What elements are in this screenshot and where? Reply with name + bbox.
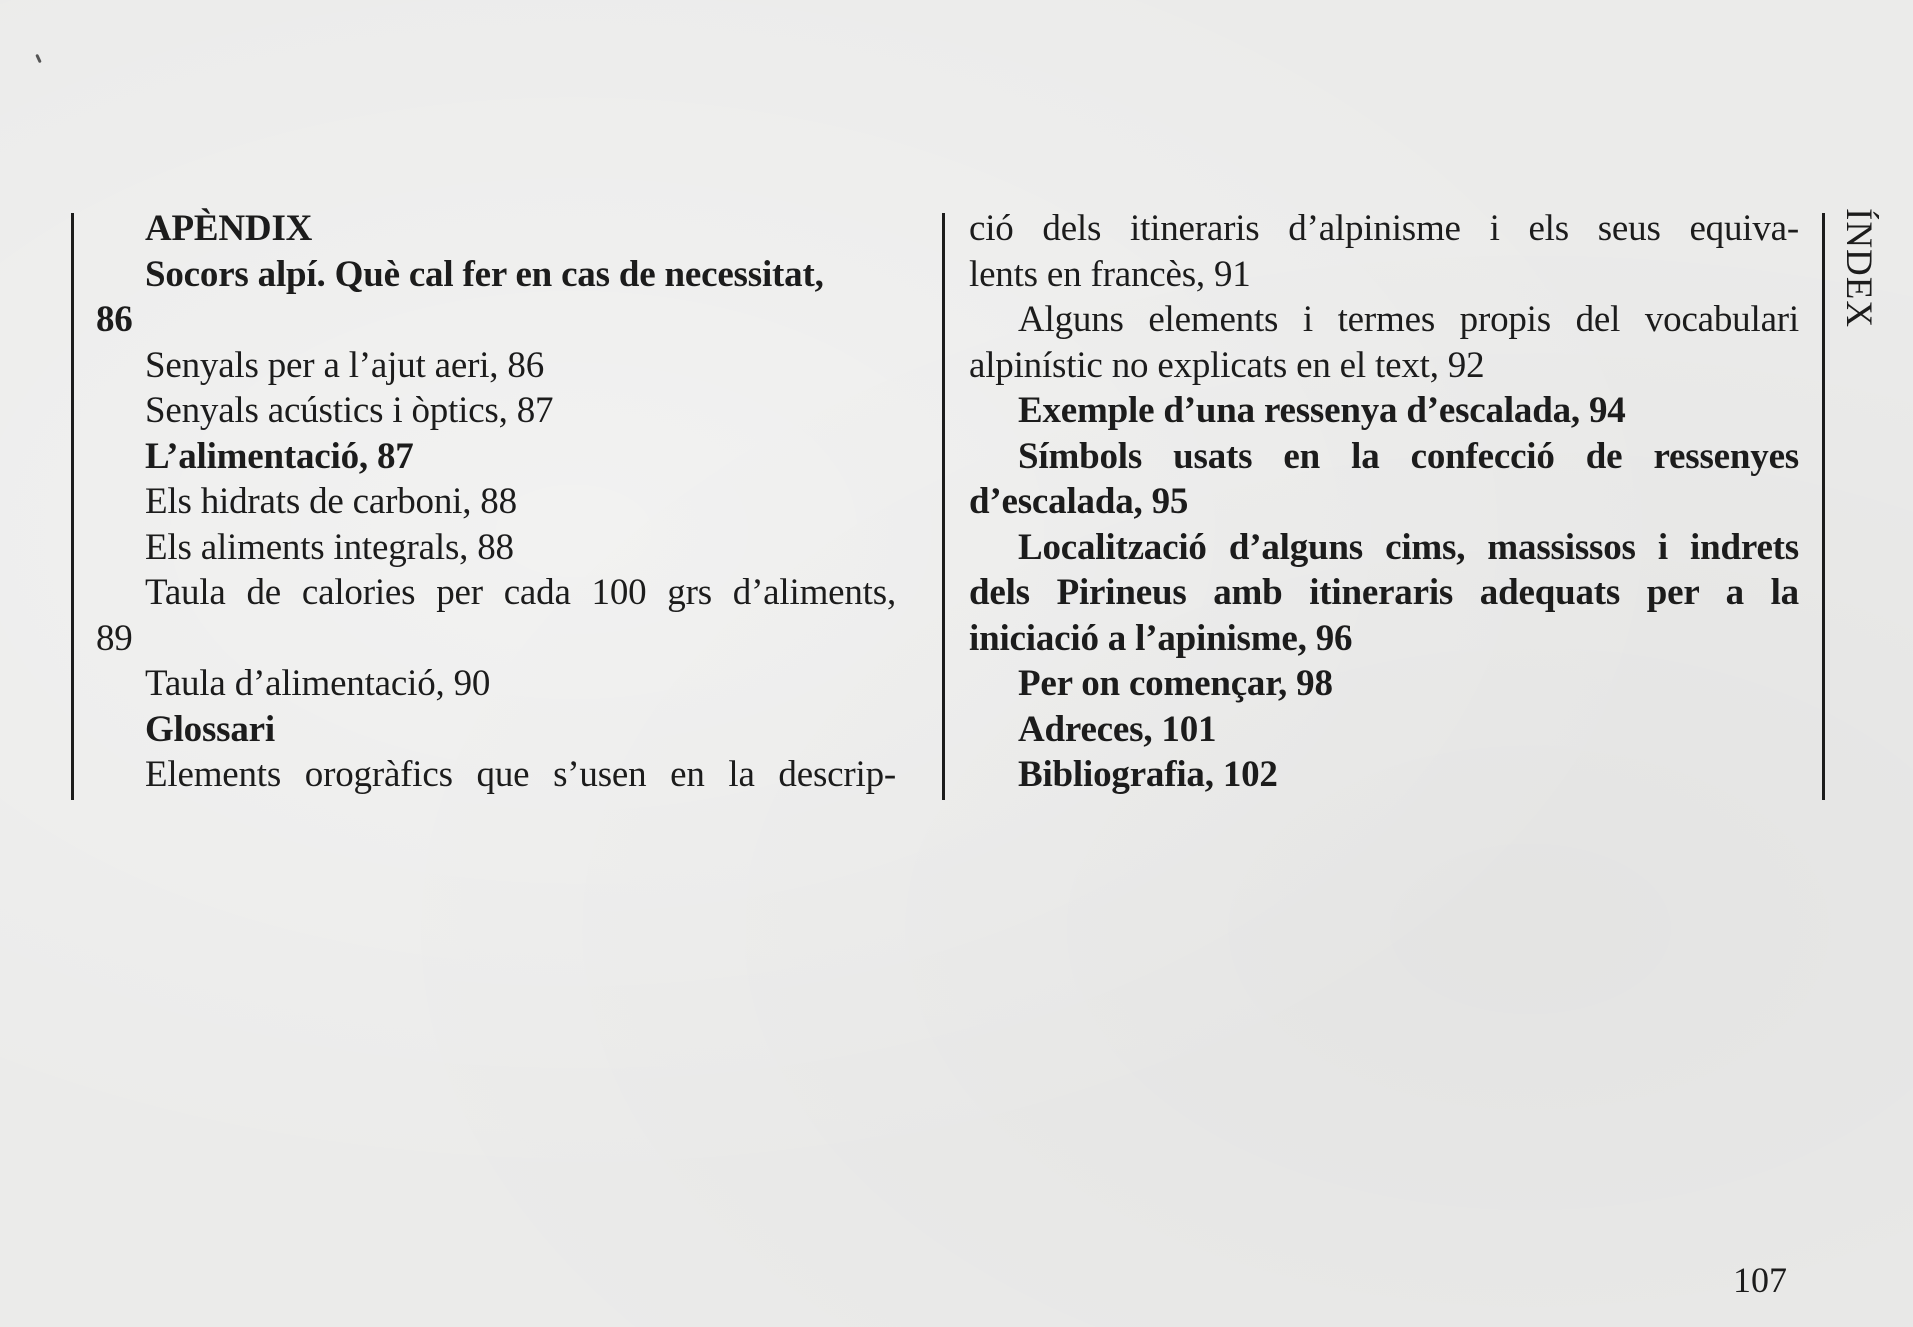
index-entry: Adreces, 101 [1018, 708, 1217, 750]
index-entry-continuation: 89 [96, 617, 133, 659]
index-entry: Localització d’alguns cims, massissos i indrets [1018, 526, 1799, 568]
index-entry: Bibliografia, 102 [1018, 754, 1278, 795]
index-right-column [969, 206, 1799, 798]
index-entry: Alguns elements i termes propis del vocabulari [1018, 299, 1799, 340]
index-entry-continuation: 86 [96, 299, 133, 340]
index-entry: Taula d’alimentació, 90 [145, 663, 491, 704]
index-entry: Elements orogràfics que s’usen en la descrip- [145, 754, 896, 795]
page-number: 107 [1733, 1260, 1787, 1300]
index-entry: Senyals acústics i òptics, 87 [145, 390, 554, 431]
left-vertical-rule [71, 213, 74, 800]
index-entry-continuation: iniciació a l’apinisme, 96 [969, 617, 1353, 659]
index-entry: Els hidrats de carboni, 88 [145, 481, 517, 522]
index-entry: Per on començar, 98 [1018, 663, 1333, 704]
right-vertical-rule [1822, 213, 1825, 800]
section-label: ÍNDEX [1838, 208, 1879, 329]
index-entry: L’alimentació, 87 [145, 435, 414, 477]
index-entry: Símbols usats en la confecció de ressenyes [1018, 435, 1799, 477]
index-entry-continuation: dels Pirineus amb itineraris adequats per a la [969, 572, 1799, 613]
index-heading: APÈNDIX [145, 208, 313, 249]
middle-vertical-rule [942, 213, 945, 800]
index-entry-continuation: alpinístic no explicats en el text, 92 [969, 344, 1485, 386]
paper-speck [35, 54, 42, 63]
index-left-column [96, 206, 896, 798]
index-entry: Taula de calories per cada 100 grs d’aliments, [145, 572, 896, 613]
index-entry: Senyals per a l’ajut aeri, 86 [145, 344, 544, 386]
index-entry-continuation: d’escalada, 95 [969, 481, 1189, 522]
index-entry: Els aliments integrals, 88 [145, 526, 514, 568]
index-entry: Socors alpí. Què cal fer en cas de necessitat, [145, 253, 824, 295]
index-entry-continuation: lents en francès, 91 [969, 253, 1251, 295]
index-subheading: Glossari [145, 708, 275, 750]
index-entry: Exemple d’una ressenya d’escalada, 94 [1018, 390, 1626, 431]
index-entry-continuation: ció dels itineraris d’alpinisme i els seus equiva- [969, 208, 1799, 249]
